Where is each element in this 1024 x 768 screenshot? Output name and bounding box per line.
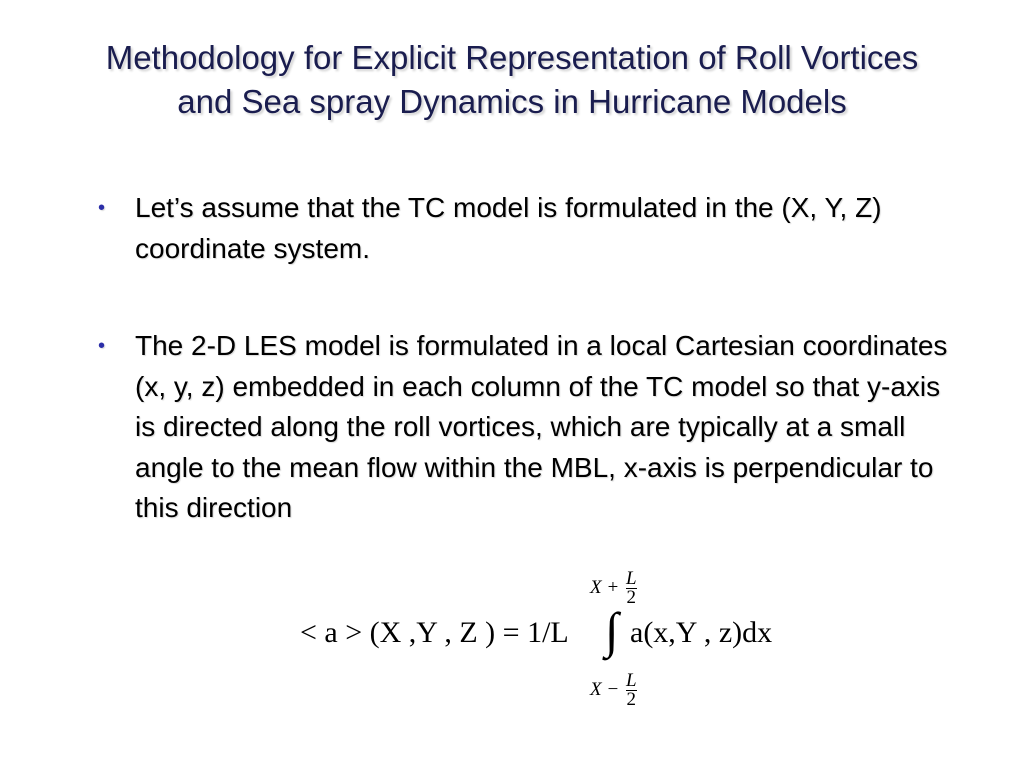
- lower-limit-prefix: X −: [590, 678, 620, 700]
- integral-sign: ∫: [605, 602, 619, 658]
- upper-limit-fraction: [626, 570, 637, 607]
- fraction-numerator: L: [625, 670, 637, 691]
- bullet-marker-icon: •: [98, 197, 106, 219]
- slide-title: [0, 36, 1024, 124]
- slide-title-line-2: and Sea spray Dynamics in Hurricane Models: [177, 83, 847, 120]
- bullet-marker-icon: •: [98, 335, 106, 357]
- fraction-denominator: 2: [626, 587, 636, 608]
- averaging-equation: [300, 560, 820, 720]
- bullet-text: The 2-D LES model is formulated in a local Cartesian coordinates (x, y, z) embedded in each column of the TC model so that y-axis is directed along the roll vortices, which are typically at a small angle to the mean flow within the MBL, x-axis is perpendicular to this direction: [135, 330, 948, 523]
- fraction-denominator: 2: [626, 689, 636, 710]
- slide-title-line-1: Methodology for Explicit Representation of Roll Vortices: [105, 39, 919, 76]
- fraction-numerator: L: [625, 568, 637, 589]
- integral-lower-limit: [590, 672, 637, 709]
- bullet-item: [98, 188, 968, 269]
- equation-integrand: a(x,Y , z)dx: [630, 616, 773, 649]
- lower-limit-fraction: [626, 672, 637, 709]
- upper-limit-prefix: X +: [590, 576, 620, 598]
- bullet-item: [98, 326, 968, 529]
- bullet-list: [98, 188, 968, 529]
- equation-lhs: < a > (X ,Y , Z ) = 1/L: [300, 616, 569, 649]
- bullet-text: Let’s assume that the TC model is formulated in the (X, Y, Z) coordinate system.: [135, 192, 882, 264]
